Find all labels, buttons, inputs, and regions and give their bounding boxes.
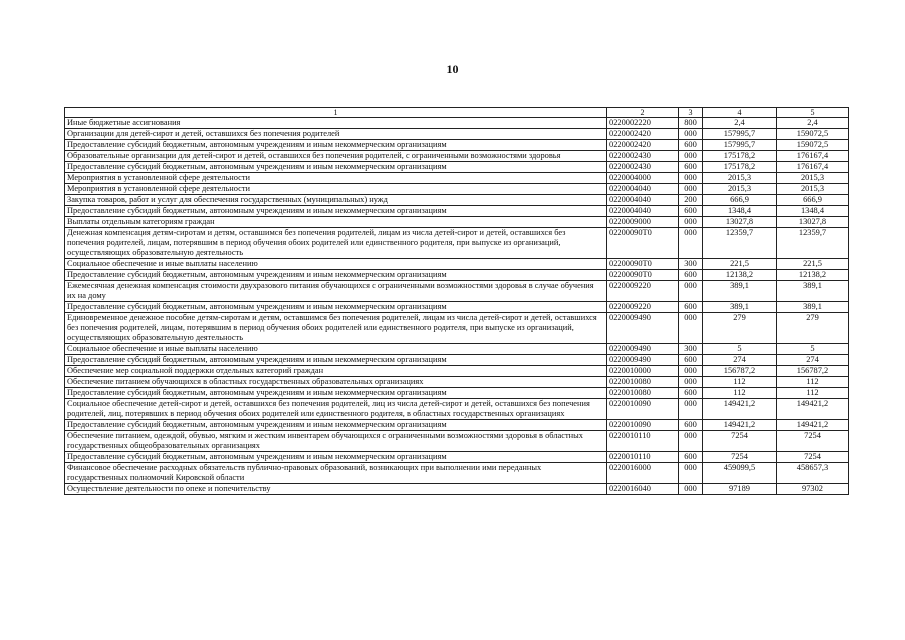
- cell-code: 02200090Т0: [607, 270, 679, 281]
- cell-name: Закупка товаров, работ и услуг для обеспечения государственных (муниципальных) нужд: [65, 195, 607, 206]
- cell-year1: 2015,3: [703, 173, 777, 184]
- cell-year2: 2015,3: [777, 184, 849, 195]
- cell-code: 0220002430: [607, 151, 679, 162]
- cell-year1: 2015,3: [703, 184, 777, 195]
- cell-code: 0220002430: [607, 162, 679, 173]
- header-cell-name: 1: [65, 108, 607, 118]
- cell-year2: 12359,7: [777, 228, 849, 259]
- cell-year1: 97189: [703, 484, 777, 495]
- cell-year1: 175178,2: [703, 151, 777, 162]
- table-row: [65, 420, 849, 431]
- cell-name: Предоставление субсидий бюджетным, автономным учреждениям и иным некоммерческим организациям: [65, 162, 607, 173]
- cell-name: Обеспечение мер социальной поддержки отдельных категорий граждан: [65, 366, 607, 377]
- cell-name: Финансовое обеспечение расходных обязательств публично-правовых образований, возникающих при выполнении ими переданных государственных полномочий Кировской области: [65, 463, 607, 484]
- cell-year2: 112: [777, 388, 849, 399]
- cell-code: 0220009490: [607, 344, 679, 355]
- table-row: [65, 162, 849, 173]
- cell-year2: 2015,3: [777, 173, 849, 184]
- cell-year1: 12359,7: [703, 228, 777, 259]
- table-row: [65, 259, 849, 270]
- cell-name: Выплаты отдельным категориям граждан: [65, 217, 607, 228]
- cell-year1: 459099,5: [703, 463, 777, 484]
- cell-code: 0220009490: [607, 313, 679, 344]
- table-row: [65, 129, 849, 140]
- cell-year2: 176167,4: [777, 151, 849, 162]
- table-row: [65, 463, 849, 484]
- cell-type: 000: [679, 366, 703, 377]
- header-cell-type: 3: [679, 108, 703, 118]
- cell-name: Мероприятия в установленной сфере деятельности: [65, 173, 607, 184]
- cell-year1: 149421,2: [703, 420, 777, 431]
- cell-year1: 5: [703, 344, 777, 355]
- cell-code: 0220002420: [607, 129, 679, 140]
- table-row: [65, 313, 849, 344]
- table-row: [65, 270, 849, 281]
- cell-name: Обеспечение питанием, одеждой, обувью, мягким и жестким инвентарем обучающихся с ограниченными возможностями здоровья в областных государственных общеобразовательных организациях: [65, 431, 607, 452]
- cell-type: 600: [679, 388, 703, 399]
- cell-year1: 666,9: [703, 195, 777, 206]
- cell-year2: 389,1: [777, 302, 849, 313]
- table-row: [65, 399, 849, 420]
- cell-year2: 458657,3: [777, 463, 849, 484]
- cell-code: 02200090Т0: [607, 228, 679, 259]
- cell-name: Социальное обеспечение детей-сирот и детей, оставшихся без попечения родителей, лиц из числа детей-сирот и детей, оставшихся без попечения родителей, лиц, потерявших в период обучения обоих родителей или единственного родителя, в областных государственных организациях: [65, 399, 607, 420]
- cell-name: Иные бюджетные ассигнования: [65, 118, 607, 129]
- cell-year2: 156787,2: [777, 366, 849, 377]
- cell-code: 0220016040: [607, 484, 679, 495]
- table-row: [65, 228, 849, 259]
- cell-type: 000: [679, 377, 703, 388]
- cell-year1: 157995,7: [703, 140, 777, 151]
- cell-type: 000: [679, 151, 703, 162]
- cell-type: 600: [679, 302, 703, 313]
- cell-year1: 175178,2: [703, 162, 777, 173]
- table-row: [65, 140, 849, 151]
- table-row: [65, 377, 849, 388]
- cell-name: Предоставление субсидий бюджетным, автономным учреждениям и иным некоммерческим организациям: [65, 270, 607, 281]
- cell-name: Образовательные организации для детей-сирот и детей, оставшихся без попечения родителей, с ограниченными возможностями здоровья: [65, 151, 607, 162]
- cell-year1: 1348,4: [703, 206, 777, 217]
- cell-code: 0220009490: [607, 355, 679, 366]
- table-row: [65, 452, 849, 463]
- cell-code: 0220016000: [607, 463, 679, 484]
- cell-name: Осуществление деятельности по опеке и попечительству: [65, 484, 607, 495]
- cell-code: 0220004040: [607, 206, 679, 217]
- cell-year1: 7254: [703, 431, 777, 452]
- cell-code: 0220004040: [607, 184, 679, 195]
- table-row: [65, 355, 849, 366]
- cell-year2: 97302: [777, 484, 849, 495]
- cell-name: Единовременное денежное пособие детям-сиротам и детям, оставшимся без попечения родителей, лицам из числа детей-сирот и детей, оставшихся без попечения родителей, лицам, потерявшим в период обучения обоих родителей или единственного родителя, при выпуске из организаций, осуществляющих образовательную деятельность: [65, 313, 607, 344]
- cell-type: 000: [679, 431, 703, 452]
- cell-name: Предоставление субсидий бюджетным, автономным учреждениям и иным некоммерческим организациям: [65, 452, 607, 463]
- cell-year1: 149421,2: [703, 399, 777, 420]
- cell-type: 600: [679, 270, 703, 281]
- table-row: [65, 118, 849, 129]
- cell-type: 300: [679, 259, 703, 270]
- cell-code: 0220010080: [607, 377, 679, 388]
- table-row: [65, 151, 849, 162]
- cell-code: 0220009000: [607, 217, 679, 228]
- table-row: [65, 195, 849, 206]
- cell-year2: 12138,2: [777, 270, 849, 281]
- cell-year1: 7254: [703, 452, 777, 463]
- cell-name: Предоставление субсидий бюджетным, автономным учреждениям и иным некоммерческим организациям: [65, 355, 607, 366]
- cell-type: 600: [679, 355, 703, 366]
- table-row: [65, 217, 849, 228]
- table-row: [65, 344, 849, 355]
- cell-code: 02200090Т0: [607, 259, 679, 270]
- table-row: [65, 302, 849, 313]
- cell-code: 0220010090: [607, 420, 679, 431]
- table-row: [65, 206, 849, 217]
- cell-type: 200: [679, 195, 703, 206]
- cell-year1: 156787,2: [703, 366, 777, 377]
- table-row: [65, 173, 849, 184]
- cell-type: 600: [679, 420, 703, 431]
- cell-type: 000: [679, 399, 703, 420]
- cell-name: Социальное обеспечение и иные выплаты населению: [65, 344, 607, 355]
- cell-name: Предоставление субсидий бюджетным, автономным учреждениям и иным некоммерческим организациям: [65, 302, 607, 313]
- cell-name: Предоставление субсидий бюджетным, автономным учреждениям и иным некоммерческим организациям: [65, 140, 607, 151]
- cell-year1: 389,1: [703, 302, 777, 313]
- cell-year2: 279: [777, 313, 849, 344]
- cell-code: 0220009220: [607, 302, 679, 313]
- cell-year1: 13027,8: [703, 217, 777, 228]
- table-row: [65, 431, 849, 452]
- page-number: 10: [446, 62, 459, 76]
- cell-year2: 159072,5: [777, 140, 849, 151]
- cell-year1: 2,4: [703, 118, 777, 129]
- cell-year2: 149421,2: [777, 420, 849, 431]
- cell-year1: 157995,7: [703, 129, 777, 140]
- cell-year2: 176167,4: [777, 162, 849, 173]
- cell-type: 600: [679, 162, 703, 173]
- cell-year2: 112: [777, 377, 849, 388]
- cell-type: 000: [679, 313, 703, 344]
- cell-name: Денежная компенсация детям-сиротам и детям, оставшимся без попечения родителей, лицам из числа детей-сирот и детей, оставшихся без попечения родителей, лицам, потерявшим в период обучения обоих родителей или единственного родителя, при выпуске из организаций, осуществляющих образовательную деятельность: [65, 228, 607, 259]
- cell-name: Социальное обеспечение и иные выплаты населению: [65, 259, 607, 270]
- cell-type: 000: [679, 281, 703, 302]
- cell-type: 000: [679, 484, 703, 495]
- cell-code: 0220010080: [607, 388, 679, 399]
- cell-year2: 5: [777, 344, 849, 355]
- cell-year2: 221,5: [777, 259, 849, 270]
- cell-year1: 389,1: [703, 281, 777, 302]
- cell-name: Обеспечение питанием обучающихся в областных государственных образовательных организациях: [65, 377, 607, 388]
- cell-year1: 12138,2: [703, 270, 777, 281]
- cell-year2: 274: [777, 355, 849, 366]
- cell-year2: 149421,2: [777, 399, 849, 420]
- cell-year2: 389,1: [777, 281, 849, 302]
- cell-year2: 1348,4: [777, 206, 849, 217]
- cell-year2: 7254: [777, 452, 849, 463]
- cell-type: 000: [679, 129, 703, 140]
- cell-year2: 666,9: [777, 195, 849, 206]
- cell-type: 000: [679, 228, 703, 259]
- cell-year2: 2,4: [777, 118, 849, 129]
- header-cell-year1: 4: [703, 108, 777, 118]
- cell-year1: 112: [703, 388, 777, 399]
- cell-code: 0220010110: [607, 431, 679, 452]
- header-cell-code: 2: [607, 108, 679, 118]
- cell-type: 000: [679, 173, 703, 184]
- table-row: [65, 388, 849, 399]
- cell-name: Мероприятия в установленной сфере деятельности: [65, 184, 607, 195]
- cell-year2: 7254: [777, 431, 849, 452]
- header-cell-year2: 5: [777, 108, 849, 118]
- cell-type: 600: [679, 140, 703, 151]
- cell-year2: 159072,5: [777, 129, 849, 140]
- cell-year2: 13027,8: [777, 217, 849, 228]
- header-row: [65, 108, 849, 118]
- cell-code: 0220010090: [607, 399, 679, 420]
- cell-type: 000: [679, 217, 703, 228]
- cell-year1: 274: [703, 355, 777, 366]
- budget-table: [64, 107, 849, 495]
- table-row: [65, 281, 849, 302]
- cell-code: 0220004040: [607, 195, 679, 206]
- cell-type: 000: [679, 184, 703, 195]
- cell-type: 600: [679, 206, 703, 217]
- cell-year1: 221,5: [703, 259, 777, 270]
- table-row: [65, 184, 849, 195]
- cell-code: 0220004000: [607, 173, 679, 184]
- cell-type: 000: [679, 463, 703, 484]
- table-body: [65, 118, 849, 495]
- cell-code: 0220002420: [607, 140, 679, 151]
- cell-code: 0220010110: [607, 452, 679, 463]
- cell-type: 800: [679, 118, 703, 129]
- table-row: [65, 366, 849, 377]
- cell-name: Предоставление субсидий бюджетным, автономным учреждениям и иным некоммерческим организациям: [65, 388, 607, 399]
- cell-name: Предоставление субсидий бюджетным, автономным учреждениям и иным некоммерческим организациям: [65, 420, 607, 431]
- cell-name: Организации для детей-сирот и детей, оставшихся без попечения родителей: [65, 129, 607, 140]
- cell-name: Предоставление субсидий бюджетным, автономным учреждениям и иным некоммерческим организациям: [65, 206, 607, 217]
- cell-name: Ежемесячная денежная компенсация стоимости двухразового питания обучающихся с ограниченными возможностями здоровья в случае обучения их на дому: [65, 281, 607, 302]
- cell-code: 0220009220: [607, 281, 679, 302]
- cell-year1: 112: [703, 377, 777, 388]
- cell-code: 0220010000: [607, 366, 679, 377]
- cell-type: 300: [679, 344, 703, 355]
- cell-code: 0220002220: [607, 118, 679, 129]
- cell-type: 600: [679, 452, 703, 463]
- cell-year1: 279: [703, 313, 777, 344]
- table-row: [65, 484, 849, 495]
